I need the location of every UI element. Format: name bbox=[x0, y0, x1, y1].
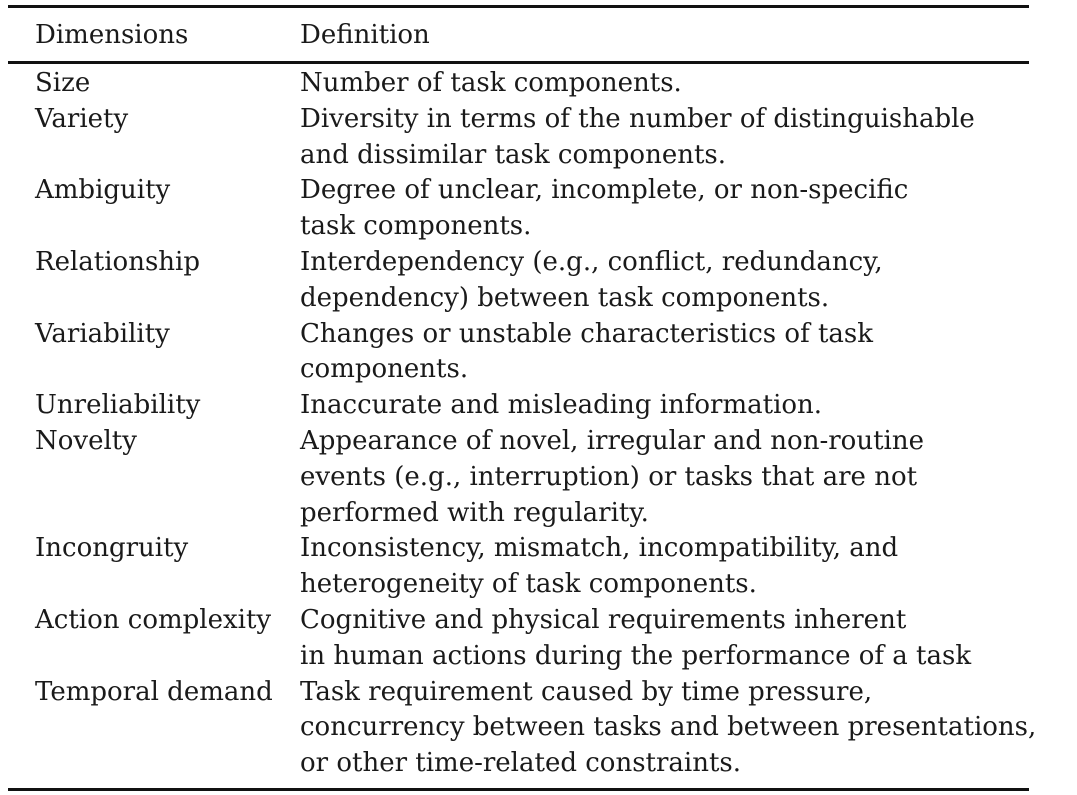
dimension-cell: Action complexity bbox=[35, 604, 272, 635]
dimension-cell: Variability bbox=[35, 318, 170, 349]
definition-line: task components. bbox=[300, 211, 532, 242]
definition-line: dependency) between task components. bbox=[300, 282, 830, 313]
table-header-row bbox=[8, 8, 1029, 61]
dimension-cell: Ambiguity bbox=[35, 175, 171, 206]
table-body bbox=[8, 64, 1037, 782]
definition-line: Diversity in terms of the number of distinguishable bbox=[300, 103, 975, 134]
definition-line: performed with regularity. bbox=[300, 497, 649, 528]
dimension-cell: Size bbox=[35, 68, 91, 98]
definition-cell bbox=[300, 603, 1029, 675]
definition-line: events (e.g., interruption) or tasks that are not bbox=[300, 461, 918, 492]
definition-line: Cognitive and physical requirements inherent bbox=[300, 604, 907, 635]
definition-line: Appearance of novel, irregular and non-routine bbox=[300, 425, 924, 456]
definition-line: Interdependency (e.g., conflict, redundancy, bbox=[300, 246, 883, 277]
definition-line: Inaccurate and misleading information. bbox=[300, 390, 823, 421]
table-row bbox=[8, 245, 1029, 317]
complexity-dimensions-table bbox=[8, 5, 1037, 791]
table-row bbox=[8, 66, 1029, 102]
dimension-cell: Variety bbox=[35, 103, 129, 134]
definition-cell bbox=[300, 675, 1036, 782]
definition-cell bbox=[300, 317, 1029, 389]
definition-line: components. bbox=[300, 354, 469, 385]
dimension-cell: Novelty bbox=[35, 425, 137, 456]
definition-line: in human actions during the performance of a task bbox=[300, 640, 972, 671]
table-row bbox=[8, 388, 1029, 424]
header-definition: Definition bbox=[300, 19, 430, 50]
definition-line: heterogeneity of task components. bbox=[300, 569, 757, 600]
table-row bbox=[8, 603, 1029, 675]
table-row bbox=[8, 424, 1029, 531]
dimension-cell: Incongruity bbox=[35, 533, 189, 564]
table-row bbox=[8, 102, 1029, 174]
table-row bbox=[8, 531, 1029, 603]
definition-line: concurrency between tasks and between presentations, bbox=[300, 712, 1037, 743]
definition-cell bbox=[300, 531, 1029, 603]
table-bottom-rule bbox=[8, 788, 1029, 791]
definition-line: Inconsistency, mismatch, incompatibility, and bbox=[300, 533, 899, 564]
definition-cell bbox=[300, 245, 1029, 317]
definition-line: Number of task components. bbox=[300, 68, 682, 98]
definition-line: Degree of unclear, incomplete, or non-specific bbox=[300, 175, 909, 206]
dimension-cell: Temporal demand bbox=[35, 676, 273, 707]
definition-line: Task requirement caused by time pressure, bbox=[300, 676, 873, 707]
table-row bbox=[8, 173, 1029, 245]
definition-line: or other time-related constraints. bbox=[300, 748, 742, 779]
definition-cell bbox=[300, 388, 1029, 424]
dimension-cell: Relationship bbox=[35, 246, 200, 277]
definition-cell bbox=[300, 173, 1029, 245]
header-dimensions: Dimensions bbox=[35, 19, 189, 50]
table-row bbox=[8, 317, 1029, 389]
dimension-cell: Unreliability bbox=[35, 390, 201, 421]
definition-line: and dissimilar task components. bbox=[300, 139, 727, 170]
definition-line: Changes or unstable characteristics of task bbox=[300, 318, 874, 349]
table-row bbox=[8, 675, 1037, 782]
definition-cell bbox=[300, 66, 1029, 102]
definition-cell bbox=[300, 424, 1029, 531]
definition-cell bbox=[300, 102, 1029, 174]
